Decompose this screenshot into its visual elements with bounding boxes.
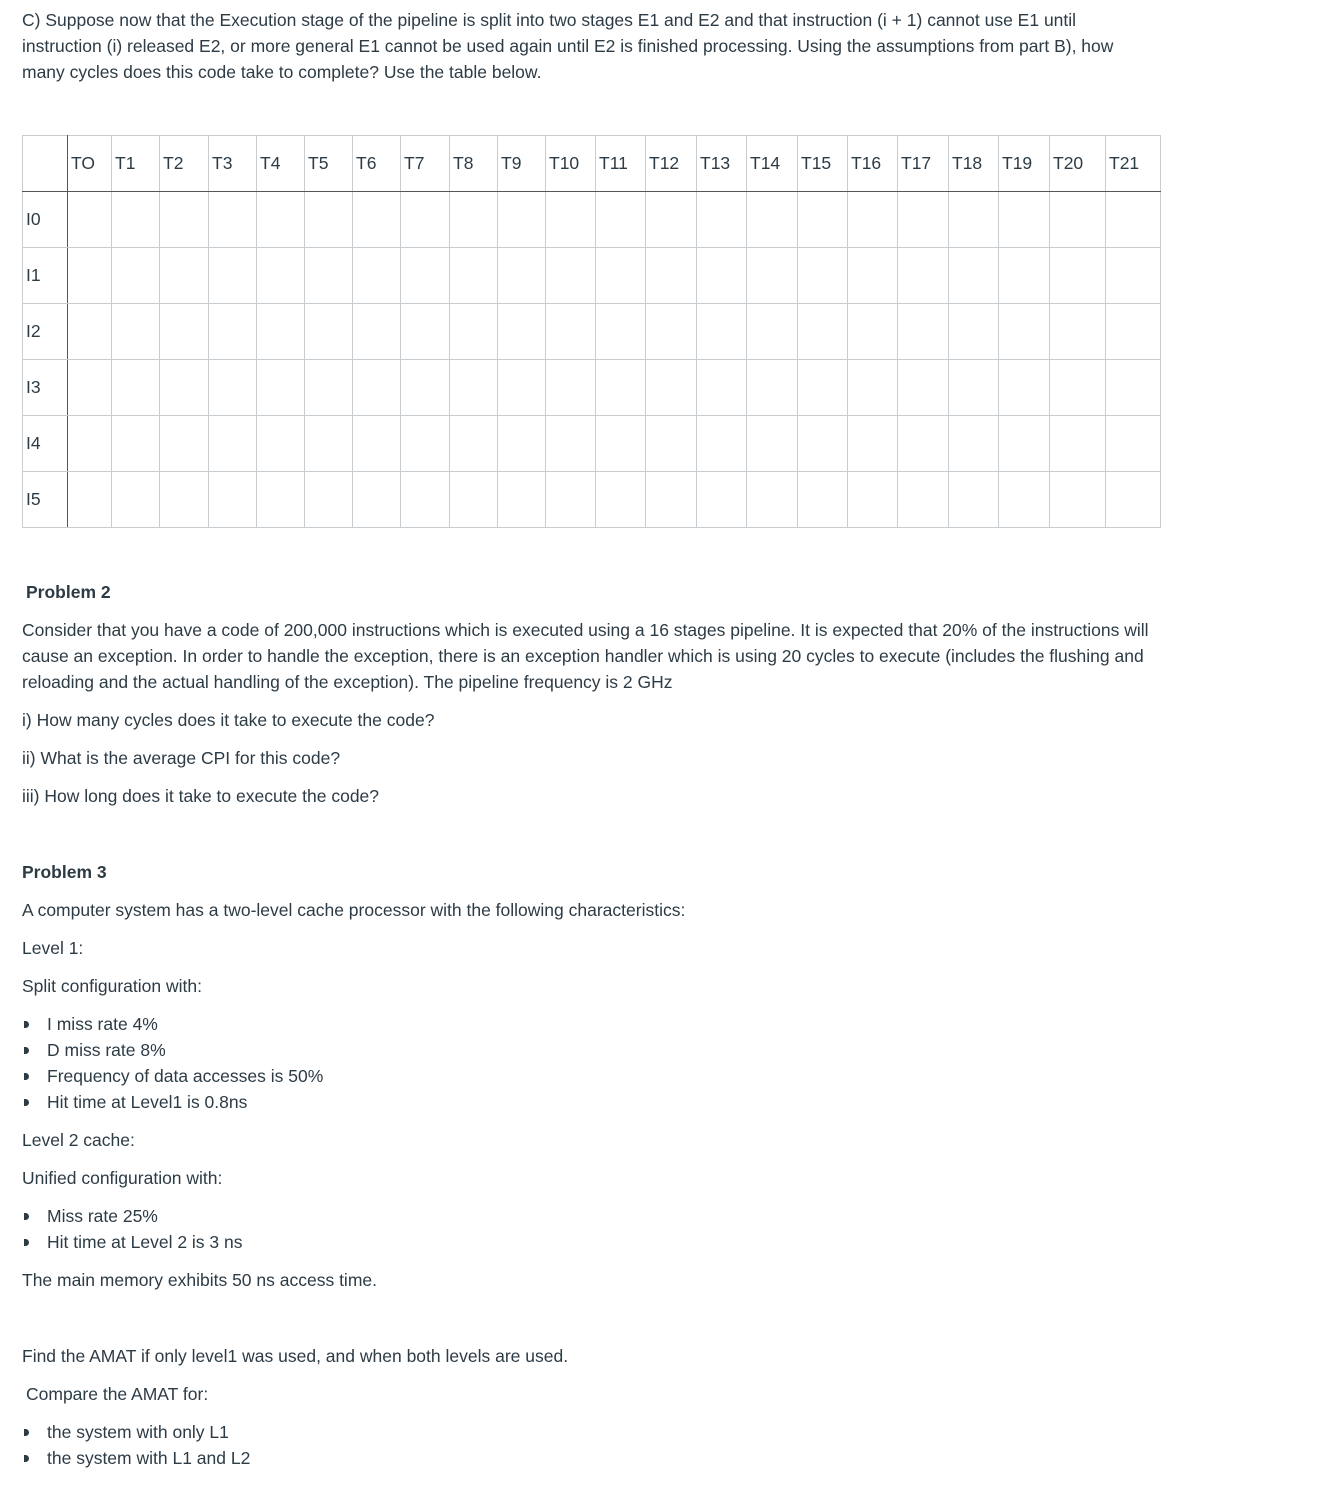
table-cell[interactable] (546, 360, 596, 416)
table-cell[interactable] (450, 472, 498, 528)
table-cell[interactable] (646, 304, 697, 360)
table-cell[interactable] (450, 192, 498, 248)
column-header: T2 (160, 136, 209, 192)
table-cell[interactable] (798, 192, 848, 248)
table-cell[interactable] (112, 192, 160, 248)
list-item-text: the system with L1 and L2 (47, 1448, 251, 1468)
table-cell[interactable] (697, 248, 747, 304)
row-label: I2 (23, 304, 68, 360)
table-cell[interactable] (898, 192, 949, 248)
list-item-text: Hit time at Level 2 is 3 ns (47, 1232, 243, 1252)
table-cell[interactable] (848, 192, 898, 248)
bullet-icon (24, 1429, 29, 1436)
table-cell[interactable] (450, 416, 498, 472)
table-cell[interactable] (898, 472, 949, 528)
table-cell[interactable] (257, 192, 305, 248)
table-cell[interactable] (1106, 192, 1161, 248)
table-cell[interactable] (498, 192, 546, 248)
list-item-text: I miss rate 4% (47, 1014, 158, 1034)
table-cell[interactable] (112, 360, 160, 416)
column-header: T5 (305, 136, 353, 192)
table-cell[interactable] (1106, 472, 1161, 528)
table-cell[interactable] (596, 360, 646, 416)
column-header: T9 (498, 136, 546, 192)
table-cell[interactable] (848, 472, 898, 528)
column-header: TO (68, 136, 112, 192)
table-cell[interactable] (401, 360, 450, 416)
table-cell[interactable] (898, 416, 949, 472)
column-header: T17 (898, 136, 949, 192)
table-cell[interactable] (257, 248, 305, 304)
table-cell[interactable] (305, 472, 353, 528)
table-cell[interactable] (949, 416, 999, 472)
table-cell[interactable] (257, 304, 305, 360)
table-corner-cell (23, 136, 68, 192)
table-cell[interactable] (999, 360, 1050, 416)
table-cell[interactable] (68, 360, 112, 416)
table-cell[interactable] (353, 192, 401, 248)
level1-heading: Level 1: (22, 938, 84, 958)
column-header: T21 (1106, 136, 1161, 192)
table-cell[interactable] (999, 416, 1050, 472)
table-cell[interactable] (498, 360, 546, 416)
column-header: T8 (450, 136, 498, 192)
table-cell[interactable] (596, 472, 646, 528)
table-cell[interactable] (898, 248, 949, 304)
list-item-text: Frequency of data accesses is 50% (47, 1066, 324, 1086)
split-config-heading: Split configuration with: (22, 976, 202, 996)
table-cell[interactable] (646, 472, 697, 528)
column-header: T11 (596, 136, 646, 192)
table-cell[interactable] (596, 304, 646, 360)
table-row (23, 304, 1161, 360)
table-cell[interactable] (848, 304, 898, 360)
table-cell[interactable] (209, 304, 257, 360)
table-cell[interactable] (305, 192, 353, 248)
row-label: I3 (23, 360, 68, 416)
bullet-icon (24, 1213, 29, 1220)
table-cell[interactable] (747, 360, 798, 416)
table-cell[interactable] (697, 472, 747, 528)
row-label: I4 (23, 416, 68, 472)
table-cell[interactable] (353, 304, 401, 360)
table-cell[interactable] (596, 248, 646, 304)
problem2-title: Problem 2 (26, 582, 111, 602)
table-cell[interactable] (353, 472, 401, 528)
column-header: T13 (697, 136, 747, 192)
column-header: T14 (747, 136, 798, 192)
compare-heading: Compare the AMAT for: (26, 1384, 209, 1404)
column-header: T15 (798, 136, 848, 192)
column-header: T18 (949, 136, 999, 192)
bullet-icon (24, 1099, 29, 1106)
table-cell[interactable] (257, 472, 305, 528)
table-cell[interactable] (68, 192, 112, 248)
table-cell[interactable] (450, 304, 498, 360)
table-cell[interactable] (160, 416, 209, 472)
table-cell[interactable] (747, 304, 798, 360)
level2-list (22, 1203, 243, 1255)
table-cell[interactable] (546, 472, 596, 528)
table-cell[interactable] (697, 416, 747, 472)
list-item-text: D miss rate 8% (47, 1040, 166, 1060)
table-cell[interactable] (68, 472, 112, 528)
table-cell[interactable] (999, 192, 1050, 248)
list-item (22, 1089, 323, 1115)
table-cell[interactable] (848, 248, 898, 304)
table-cell[interactable] (401, 416, 450, 472)
table-cell[interactable] (160, 360, 209, 416)
list-item-text: Hit time at Level1 is 0.8ns (47, 1092, 248, 1112)
table-cell[interactable] (68, 416, 112, 472)
problem2-question-1: i) How many cycles does it take to execute the code? (22, 710, 435, 730)
table-cell[interactable] (305, 416, 353, 472)
problem2-body: Consider that you have a code of 200,000 instructions which is executed using a 16 stages pipeline. It is expected that 20% of the instructions will cause an exception. In order to handle the exception, there is an exception handler which is using 20 cycles to execute (includes the flushing and reloading and the actual handling of the exception). The pipeline frequency is 2 GHz (22, 620, 1149, 692)
column-header: T7 (401, 136, 450, 192)
table-cell[interactable] (160, 472, 209, 528)
column-header: T10 (546, 136, 596, 192)
table-cell[interactable] (353, 248, 401, 304)
column-header: T20 (1050, 136, 1106, 192)
table-cell[interactable] (305, 304, 353, 360)
table-cell[interactable] (898, 360, 949, 416)
problem2-question-2: ii) What is the average CPI for this code? (22, 748, 341, 768)
table-cell[interactable] (450, 248, 498, 304)
part-c-text: C) Suppose now that the Execution stage of the pipeline is split into two stages E1 and E2 and that instruction (i + 1) cannot use E1 until instruction (i) released E2, or more general E1 cannot be used again until E2 is finished processing. Using the assumptions from part B), how many cycles does this code take to complete? Use the table below. (22, 10, 1114, 82)
table-cell[interactable] (646, 192, 697, 248)
table-cell[interactable] (305, 360, 353, 416)
column-header: T19 (999, 136, 1050, 192)
table-cell[interactable] (112, 248, 160, 304)
row-label: I0 (23, 192, 68, 248)
table-cell[interactable] (1106, 304, 1161, 360)
list-item-text: the system with only L1 (47, 1422, 229, 1442)
table-cell[interactable] (305, 248, 353, 304)
table-cell[interactable] (498, 472, 546, 528)
table-row (23, 248, 1161, 304)
table-cell[interactable] (949, 248, 999, 304)
problem3-title: Problem 3 (22, 862, 107, 882)
table-cell[interactable] (747, 248, 798, 304)
table-cell[interactable] (209, 192, 257, 248)
table-cell[interactable] (1106, 416, 1161, 472)
table-cell[interactable] (596, 416, 646, 472)
table-cell[interactable] (1050, 472, 1106, 528)
table-cell[interactable] (112, 472, 160, 528)
table-cell[interactable] (798, 416, 848, 472)
column-header: T16 (848, 136, 898, 192)
bullet-icon (24, 1455, 29, 1462)
table-cell[interactable] (546, 416, 596, 472)
table-cell[interactable] (401, 248, 450, 304)
table-cell[interactable] (798, 360, 848, 416)
column-header: T12 (646, 136, 697, 192)
list-item (22, 1229, 243, 1255)
table-cell[interactable] (646, 416, 697, 472)
table-header-row (23, 136, 1161, 192)
table-cell[interactable] (160, 304, 209, 360)
table-cell[interactable] (1106, 248, 1161, 304)
table-cell[interactable] (747, 416, 798, 472)
table-row (23, 360, 1161, 416)
table-cell[interactable] (999, 248, 1050, 304)
table-cell[interactable] (209, 248, 257, 304)
table-row (23, 472, 1161, 528)
table-cell[interactable] (450, 360, 498, 416)
table-cell[interactable] (546, 248, 596, 304)
table-cell[interactable] (949, 304, 999, 360)
table-cell[interactable] (498, 248, 546, 304)
table-cell[interactable] (401, 304, 450, 360)
table-cell[interactable] (1050, 416, 1106, 472)
table-cell[interactable] (697, 304, 747, 360)
table-cell[interactable] (949, 192, 999, 248)
table-cell[interactable] (848, 360, 898, 416)
column-header: T3 (209, 136, 257, 192)
table-cell[interactable] (1106, 360, 1161, 416)
list-item (22, 1445, 250, 1471)
find-amat-text: Find the AMAT if only level1 was used, and when both levels are used. (22, 1346, 569, 1366)
column-header: T1 (112, 136, 160, 192)
bullet-icon (24, 1073, 29, 1080)
row-label: I5 (23, 472, 68, 528)
table-cell[interactable] (112, 304, 160, 360)
list-item (22, 1203, 243, 1229)
table-cell[interactable] (257, 360, 305, 416)
level1-list (22, 1011, 323, 1115)
table-cell[interactable] (209, 472, 257, 528)
table-cell[interactable] (1050, 192, 1106, 248)
unified-config-heading: Unified configuration with: (22, 1168, 223, 1188)
list-item (22, 1063, 323, 1089)
column-header: T6 (353, 136, 401, 192)
table-cell[interactable] (747, 472, 798, 528)
bullet-icon (24, 1239, 29, 1246)
table-cell[interactable] (697, 192, 747, 248)
list-item-text: Miss rate 25% (47, 1206, 158, 1226)
table-cell[interactable] (646, 360, 697, 416)
table-cell[interactable] (1050, 360, 1106, 416)
table-cell[interactable] (68, 248, 112, 304)
list-item (22, 1011, 323, 1037)
table-cell[interactable] (546, 192, 596, 248)
table-cell[interactable] (798, 472, 848, 528)
list-item (22, 1037, 323, 1063)
table-cell[interactable] (898, 304, 949, 360)
table-cell[interactable] (160, 248, 209, 304)
column-header: T4 (257, 136, 305, 192)
table-cell[interactable] (498, 416, 546, 472)
compare-list (22, 1419, 250, 1471)
bullet-icon (24, 1021, 29, 1028)
table-cell[interactable] (1050, 304, 1106, 360)
table-cell[interactable] (798, 248, 848, 304)
list-item (22, 1419, 250, 1445)
table-cell[interactable] (112, 416, 160, 472)
pipeline-table (22, 135, 1161, 528)
table-cell[interactable] (353, 416, 401, 472)
table-cell[interactable] (999, 304, 1050, 360)
table-cell[interactable] (401, 472, 450, 528)
table-cell[interactable] (949, 472, 999, 528)
table-cell[interactable] (257, 416, 305, 472)
problem2-question-3: iii) How long does it take to execute the code? (22, 786, 380, 806)
table-row (23, 416, 1161, 472)
table-cell[interactable] (401, 192, 450, 248)
bullet-icon (24, 1047, 29, 1054)
table-row (23, 192, 1161, 248)
table-cell[interactable] (546, 304, 596, 360)
table-cell[interactable] (949, 360, 999, 416)
table-cell[interactable] (646, 248, 697, 304)
problem3-intro: A computer system has a two-level cache processor with the following characteristics: (22, 900, 686, 920)
memory-text: The main memory exhibits 50 ns access time. (22, 1270, 377, 1290)
table-cell[interactable] (209, 360, 257, 416)
table-cell[interactable] (697, 360, 747, 416)
table-cell[interactable] (1050, 248, 1106, 304)
table-cell[interactable] (353, 360, 401, 416)
table-cell[interactable] (848, 416, 898, 472)
row-label: I1 (23, 248, 68, 304)
level2-heading: Level 2 cache: (22, 1130, 135, 1150)
table-cell[interactable] (209, 416, 257, 472)
table-cell[interactable] (160, 192, 209, 248)
table-cell[interactable] (68, 304, 112, 360)
table-cell[interactable] (798, 304, 848, 360)
table-cell[interactable] (498, 304, 546, 360)
table-cell[interactable] (999, 472, 1050, 528)
table-cell[interactable] (747, 192, 798, 248)
table-cell[interactable] (596, 192, 646, 248)
